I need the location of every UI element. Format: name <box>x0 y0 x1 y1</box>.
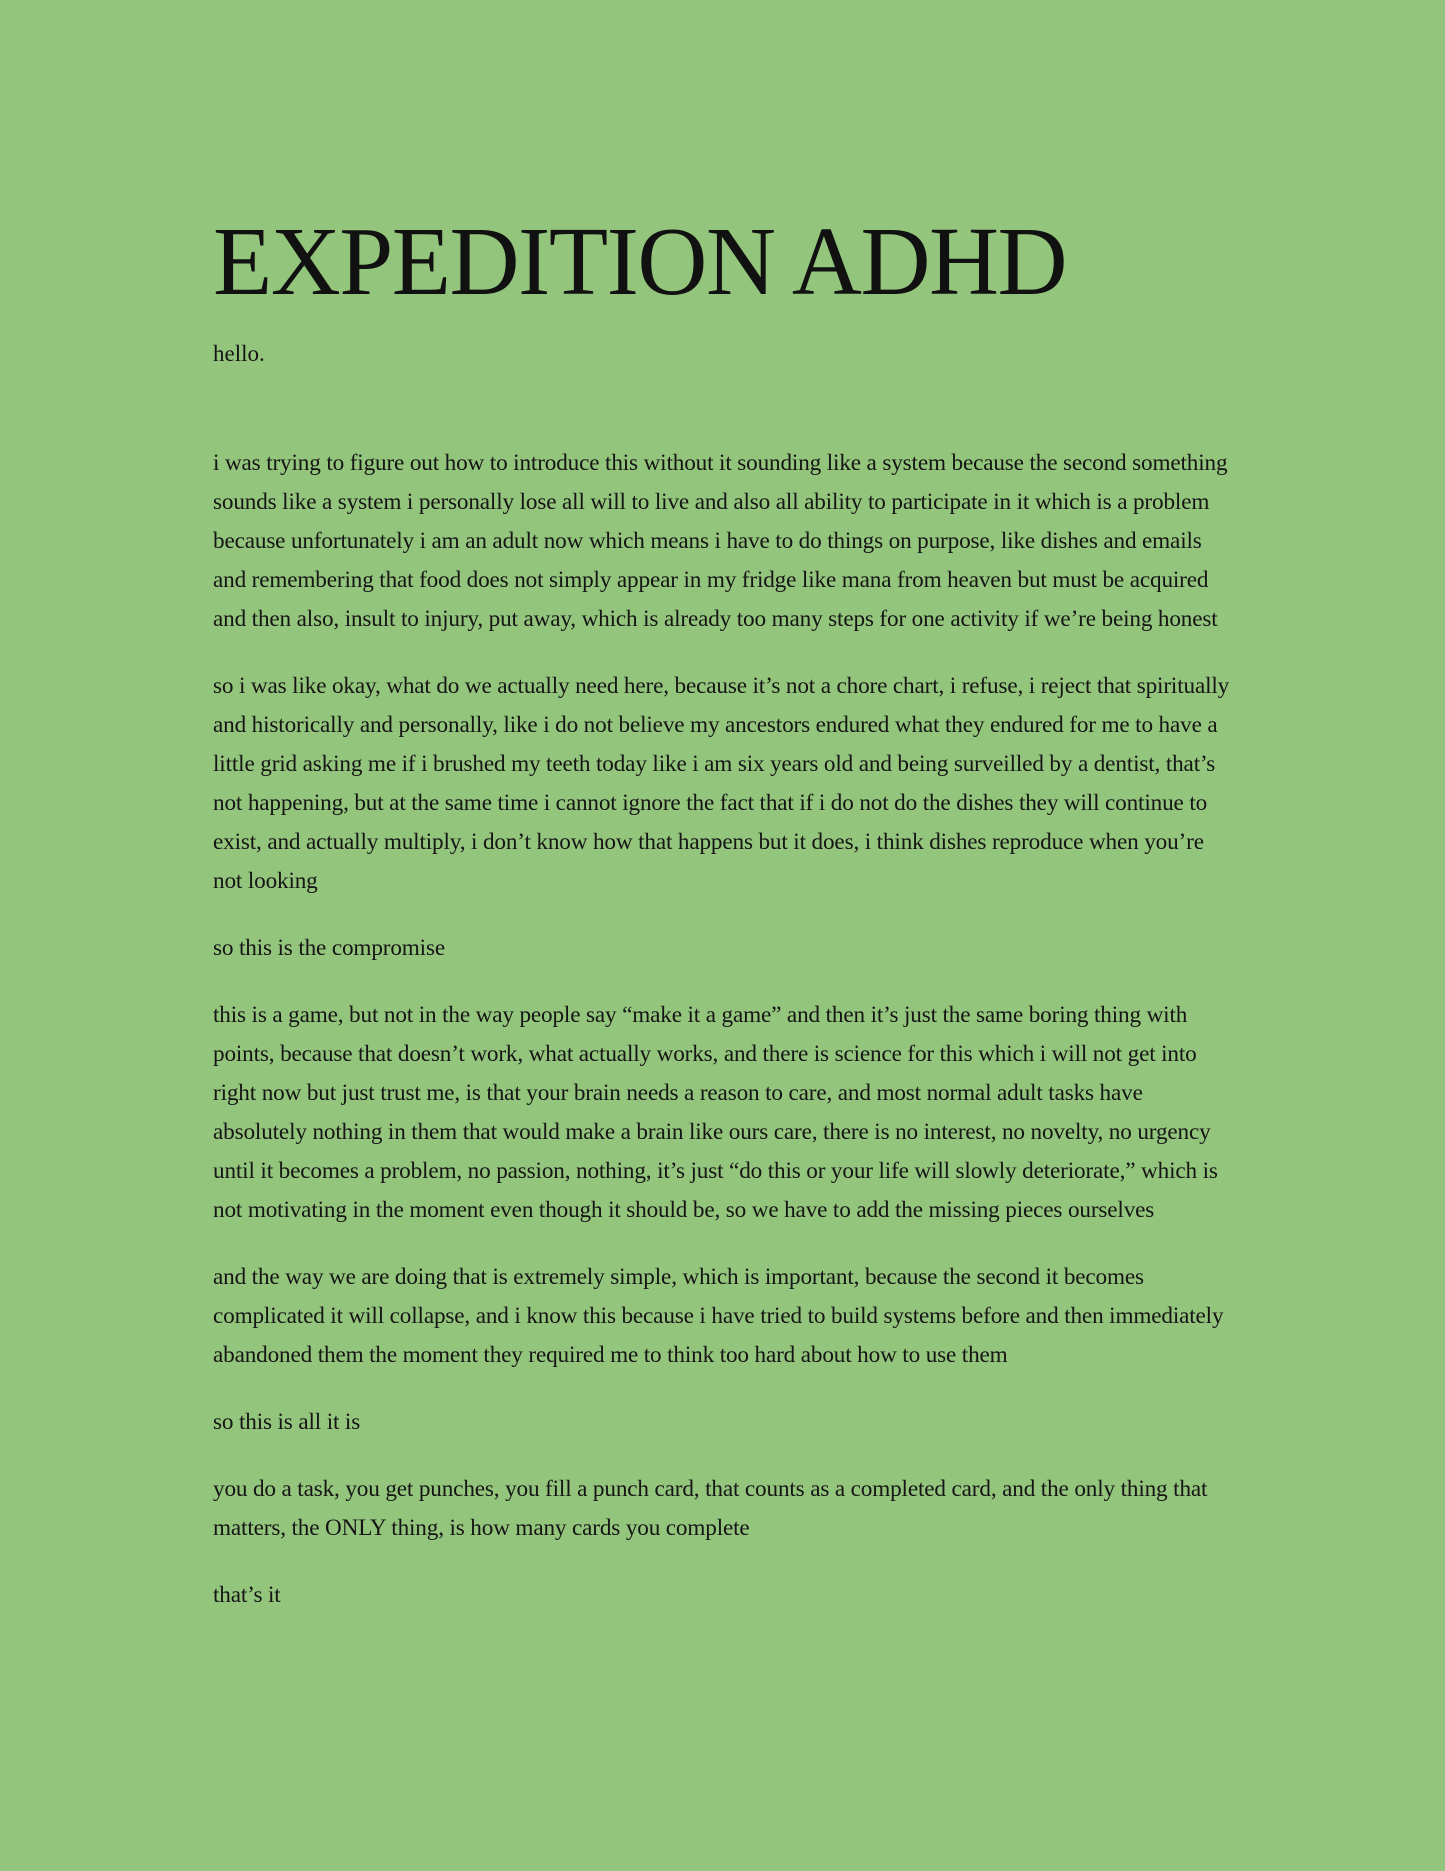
paragraph-compromise: so this is the compromise <box>213 935 445 961</box>
document-body <box>213 444 1238 1615</box>
paragraph-chore-chart: so i was like okay, what do we actually need here, because it’s not a chore chart, i refuse, i reject that spiritually and historically and personally, like i do not believe my ancestors endured what they endured for me to have a little grid asking me if i brushed my teeth today like i am six years old and being surveilled by a dentist, that’s not happening, but at the same time i cannot ignore the fact that if i do not do the dishes they will continue to exist, and actually multiply, i don’t know how that happens but it does, i think dishes reproduce when you’re not looking <box>213 673 1230 894</box>
paragraph-thats-it: that’s it <box>213 1582 281 1608</box>
paragraph-game-explanation: this is a game, but not in the way people say “make it a game” and then it’s just the same boring thing with points, because that doesn’t work, what actually works, and there is science for this which i will not get into right now but just trust me, is that your brain needs a reason to care, and most normal adult tasks have absolutely nothing in them that would make a brain like ours care, there is no interest, no novelty, no urgency until it becomes a problem, no passion, nothing, it’s just “do this or your life will slowly deteriorate,” which is not motivating in the moment even though it should be, so we have to add the missing pieces ourselves <box>213 1002 1218 1223</box>
paragraph-intro: i was trying to figure out how to introduce this without it sounding like a system because the second something sounds like a system i personally lose all will to live and also all ability to participate in it which is a problem because unfortunately i am an adult now which means i have to do things on purpose, like dishes and emails and remembering that food does not simply appear in my fridge like mana from heaven but must be acquired and then also, insult to injury, put away, which is already too many steps for one activity if we’re being honest <box>213 450 1228 632</box>
document-title: EXPEDITION ADHD <box>213 208 1067 315</box>
greeting-text: hello. <box>213 341 265 366</box>
document-content <box>213 208 1238 1643</box>
paragraph-all-it-is: so this is all it is <box>213 1409 361 1435</box>
paragraph-simplicity: and the way we are doing that is extremely simple, which is important, because the second it becomes complicated it will collapse, and i know this because i have tried to build systems before and then immediately abandoned them the moment they required me to think too hard about how to use them <box>213 1264 1224 1368</box>
paragraph-punch-card: you do a task, you get punches, you fill a punch card, that counts as a completed card, and the only thing that matters, the ONLY thing, is how many cards you complete <box>213 1476 1208 1541</box>
